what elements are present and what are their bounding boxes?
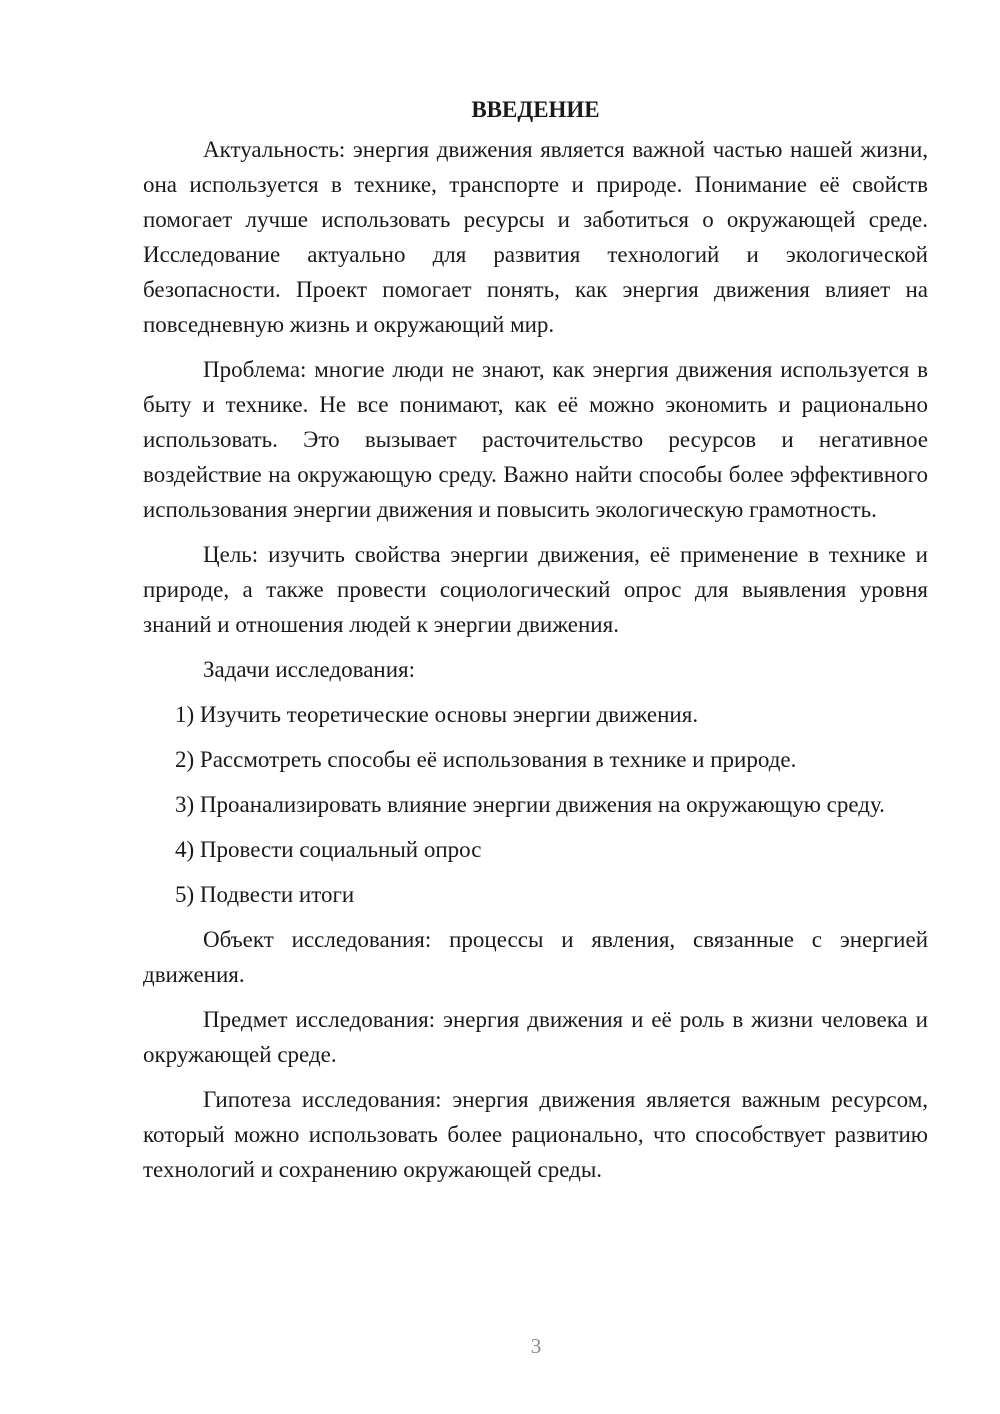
- document-body: [143, 92, 928, 1197]
- tasks-list: [143, 697, 928, 912]
- section-title: ВВЕДЕНИЕ: [471, 97, 600, 122]
- relevance-paragraph: Актуальность: энергия движения является важной частью нашей жизни, она используется в технике, транспорте и природе. Понимание её свойств помогает лучше использовать ресурсы и заботиться о окружающей среде. Исследование актуально для развития технологий и экологической безопасности. Проект помогает понять, как энергия движения влияет на повседневную жизнь и окружающий мир.: [143, 137, 928, 337]
- goal-paragraph: Цель: изучить свойства энергии движения, её применение в технике и природе, а также провести социологический опрос для выявления уровня знаний и отношения людей к энергии движения.: [143, 542, 928, 637]
- task-item-1: 1) Изучить теоретические основы энергии движения.: [175, 702, 699, 727]
- object-paragraph: Объект исследования: процессы и явления, связанные с энергией движения.: [143, 927, 928, 987]
- subject-paragraph: Предмет исследования: энергия движения и её роль в жизни человека и окружающей среде.: [143, 1007, 928, 1067]
- tasks-heading: Задачи исследования:: [203, 657, 416, 682]
- hypothesis-paragraph: Гипотеза исследования: энергия движения является важным ресурсом, который можно использовать более рационально, что способствует развитию технологий и сохранению окружающей среды.: [143, 1087, 928, 1182]
- problem-paragraph: Проблема: многие люди не знают, как энергия движения используется в быту и технике. Не все понимают, как её можно экономить и рационально использовать. Это вызывает расточительство ресурсов и негативное воздействие на окружающую среду. Важно найти способы более эффективного использования энергии движения и повысить экологическую грамотность.: [143, 357, 928, 522]
- task-item-2: 2) Рассмотреть способы её использования в технике и природе.: [175, 747, 797, 772]
- task-item-3: 3) Проанализировать влияние энергии движения на окружающую среду.: [175, 792, 885, 817]
- page-number: 3: [530, 1334, 542, 1358]
- task-item-4: 4) Провести социальный опрос: [175, 837, 482, 862]
- task-item-5: 5) Подвести итоги: [175, 882, 355, 907]
